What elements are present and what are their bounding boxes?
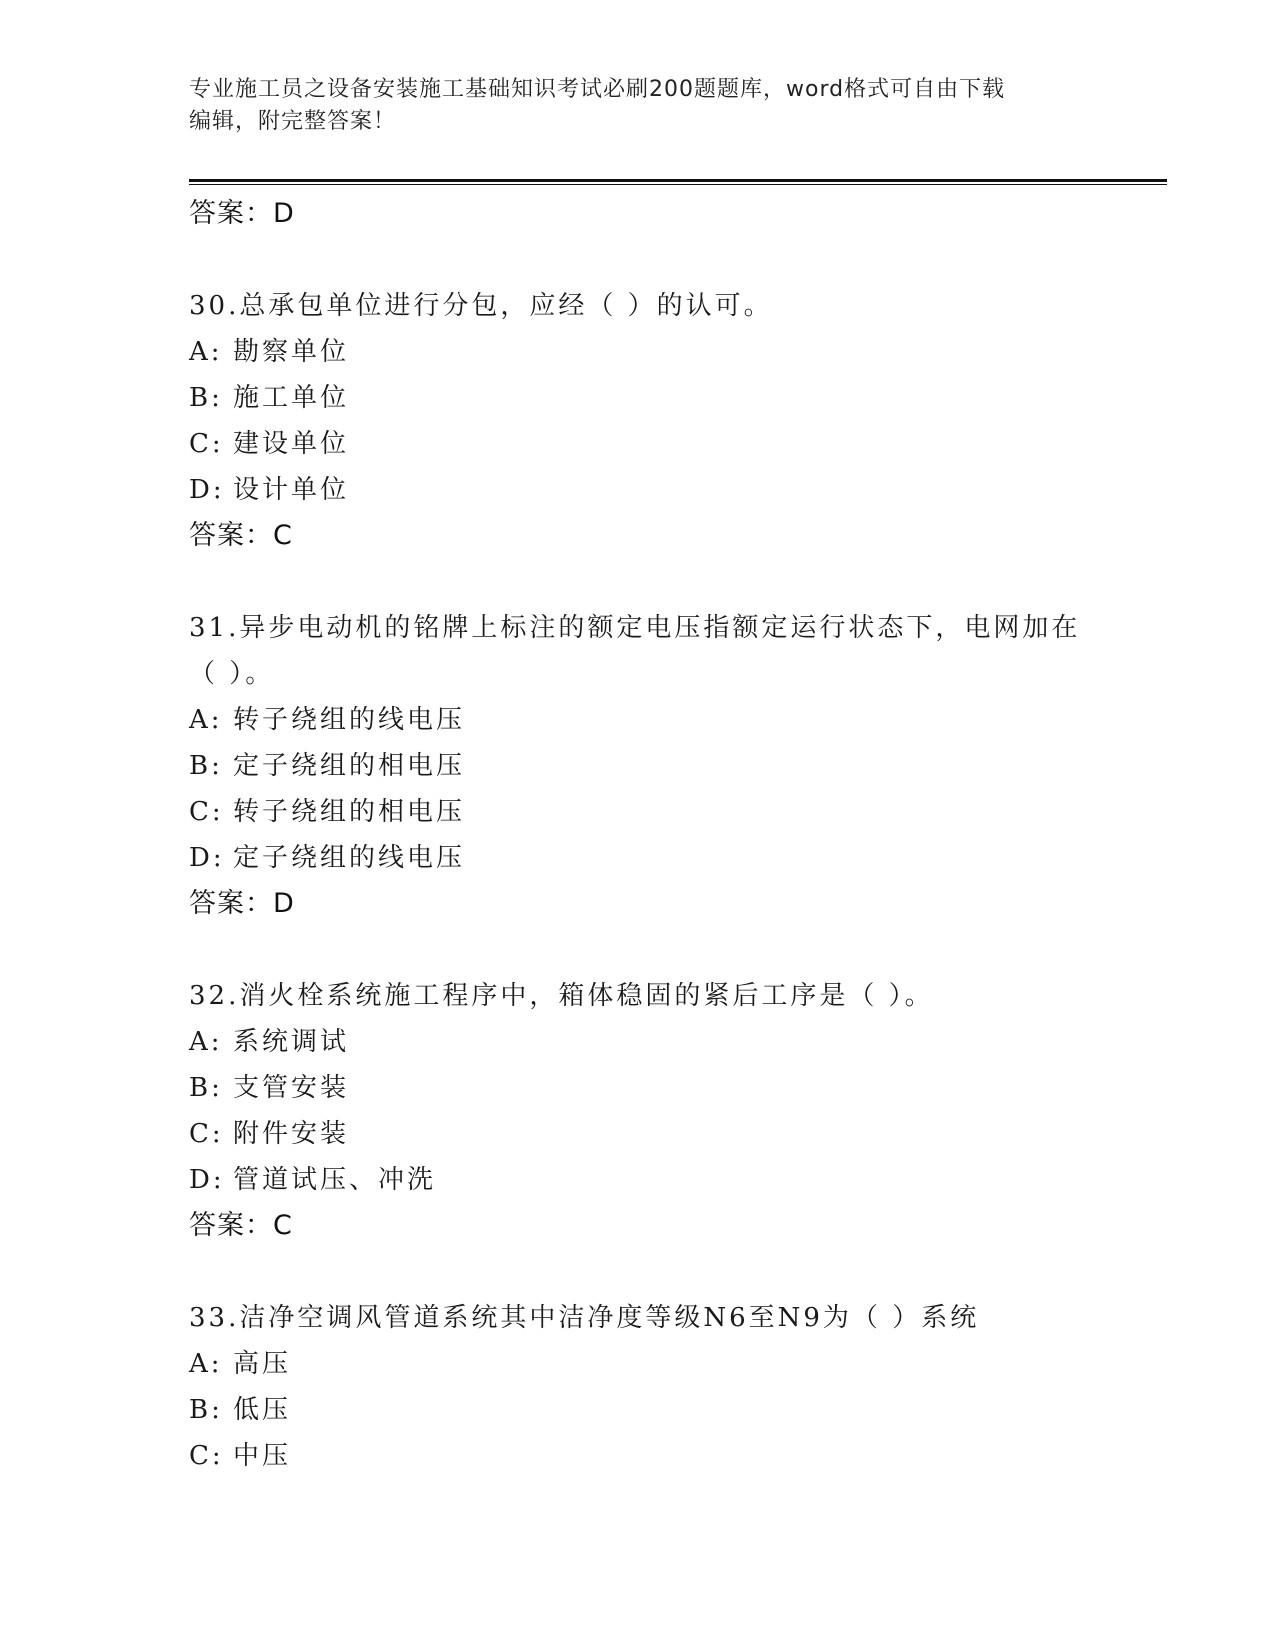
option-text: 支管安装 (233, 1073, 350, 1103)
option-text: 系统调试 (233, 1027, 350, 1057)
option-text: 中压 (233, 1441, 292, 1471)
question-stem: 33.洁净空调风管道系统其中洁净度等级N6至N9为（ ）系统 (189, 1303, 980, 1333)
document-header (189, 74, 1089, 138)
option-text: 附件安装 (233, 1119, 350, 1149)
option-key: A: (189, 1027, 223, 1057)
option-key: C: (189, 1441, 224, 1471)
answer-line: 答案：D (189, 198, 295, 229)
option-d (189, 835, 1089, 881)
answer-line: 答案：C (189, 520, 293, 551)
option-c (189, 789, 1089, 835)
question-32 (189, 973, 1089, 1249)
question-33 (189, 1295, 1089, 1479)
option-text: 管道试压、冲洗 (233, 1165, 437, 1195)
option-text: 低压 (233, 1395, 292, 1425)
option-key: D: (189, 475, 225, 505)
option-key: A: (189, 1349, 223, 1379)
option-text: 设计单位 (233, 475, 350, 505)
header-rule-thin (189, 184, 1167, 185)
option-key: C: (189, 1119, 224, 1149)
option-a (189, 1341, 1089, 1387)
option-key: D: (189, 1165, 225, 1195)
option-key: B: (189, 383, 223, 413)
question-list (189, 191, 1089, 1479)
option-key: C: (189, 429, 224, 459)
option-key: A: (189, 705, 223, 735)
option-b (189, 375, 1089, 421)
option-key: C: (189, 797, 224, 827)
option-b (189, 743, 1089, 789)
option-key: B: (189, 1073, 223, 1103)
option-text: 转子绕组的线电压 (233, 705, 466, 735)
option-a (189, 697, 1089, 743)
option-c (189, 1433, 1089, 1479)
question-31 (189, 605, 1089, 927)
option-key: D: (189, 843, 225, 873)
option-c (189, 421, 1089, 467)
option-d (189, 1157, 1089, 1203)
question-30 (189, 283, 1089, 559)
header-rule-thick (189, 179, 1167, 182)
option-text: 定子绕组的相电压 (233, 751, 466, 781)
option-b (189, 1065, 1089, 1111)
answer-line: 答案：D (189, 888, 295, 919)
header-line-1: 专业施工员之设备安装施工基础知识考试必刷200题题库，word格式可自由下载 (189, 77, 1006, 102)
option-text: 建设单位 (233, 429, 350, 459)
question-stem: 32.消火栓系统施工程序中，箱体稳固的紧后工序是（ ）。 (189, 981, 934, 1011)
option-a (189, 329, 1089, 375)
option-text: 转子绕组的相电压 (233, 797, 466, 827)
option-c (189, 1111, 1089, 1157)
option-text: 定子绕组的线电压 (233, 843, 466, 873)
answer-line: 答案：C (189, 1210, 293, 1241)
option-text: 勘察单位 (233, 337, 350, 367)
question-stem: 31.异步电动机的铭牌上标注的额定电压指额定运行状态下，电网加在（ ）。 (189, 613, 1081, 689)
header-line-2: 编辑，附完整答案！ (189, 109, 397, 134)
question-stem: 30.总承包单位进行分包，应经（ ）的认可。 (189, 291, 773, 321)
option-text: 施工单位 (233, 383, 350, 413)
option-key: B: (189, 751, 223, 781)
option-key: B: (189, 1395, 223, 1425)
option-b (189, 1387, 1089, 1433)
option-key: A: (189, 337, 223, 367)
option-a (189, 1019, 1089, 1065)
option-d (189, 467, 1089, 513)
option-text: 高压 (233, 1349, 292, 1379)
